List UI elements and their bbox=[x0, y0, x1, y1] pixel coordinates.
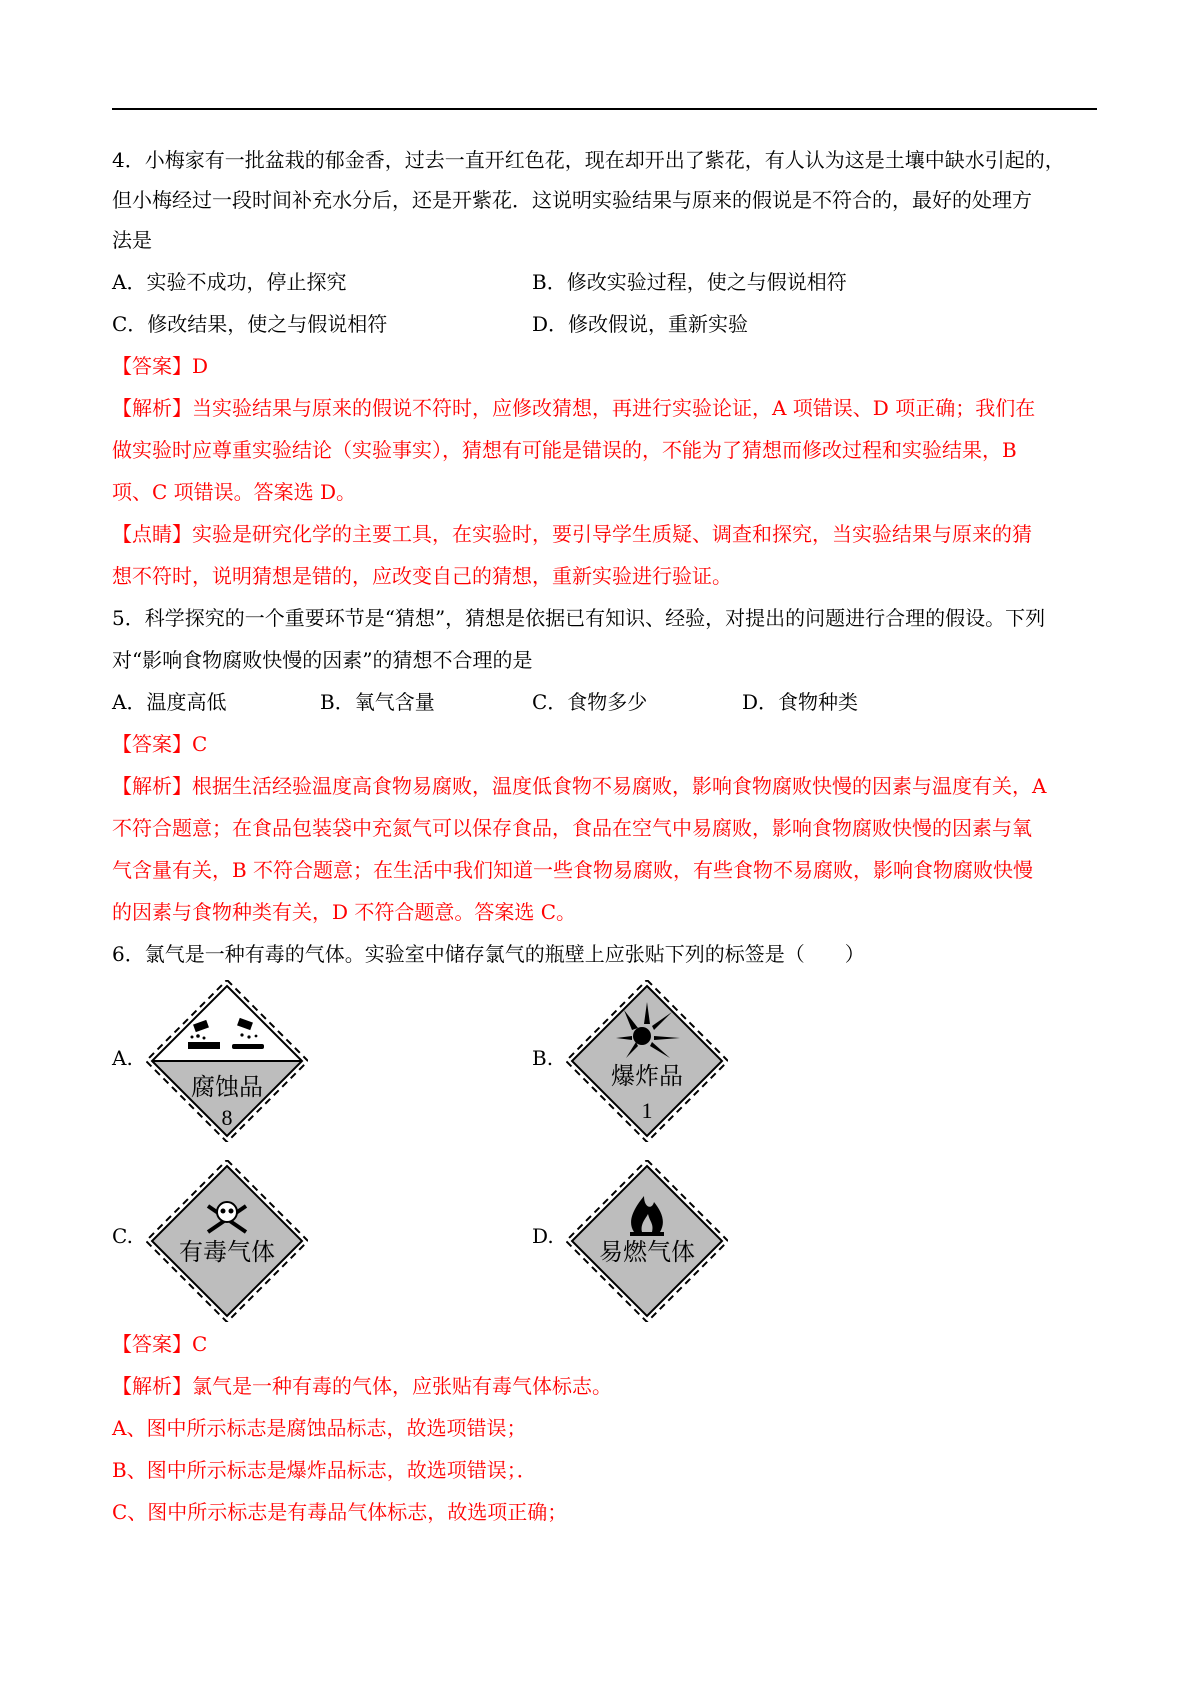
flammable-gas-sign bbox=[566, 1160, 728, 1322]
q6-sign-a-text: 腐蚀品 bbox=[191, 1075, 263, 1101]
q6-sign-a-number: 8 bbox=[221, 1105, 233, 1130]
q4-analysis-line-3: 项、C 项错误。答案选 D。 bbox=[112, 480, 357, 504]
q6-stem: 6．氯气是一种有毒的气体。实验室中储存氯气的瓶壁上应张贴下列的标签是（ ） bbox=[112, 942, 865, 966]
q4-answer-tag: 【答案】 bbox=[112, 354, 192, 378]
corrosive-sign bbox=[146, 980, 308, 1142]
header-rule bbox=[112, 108, 1097, 110]
q6-answer bbox=[112, 1330, 207, 1358]
q4-comment-line-2: 想不符时，说明猜想是错的，应改变自己的猜想，重新实验进行验证。 bbox=[112, 564, 732, 588]
q6-sign-d-text: 易燃气体 bbox=[599, 1240, 695, 1266]
q5-option-b: B．氧气含量 bbox=[320, 690, 435, 714]
q4-option-c: C．修改结果，使之与假说相符 bbox=[112, 312, 388, 336]
q4-analysis-line-1 bbox=[112, 394, 1035, 422]
q4-stem-line-1: 4．小梅家有一批盆栽的郁金香，过去一直开红色花，现在却开出了紫花，有人认为这是土壤中缺水引起的， bbox=[112, 148, 1065, 172]
q4-answer-value: D bbox=[192, 354, 209, 378]
q4-option-b: B．修改实验过程，使之与假说相符 bbox=[532, 270, 847, 294]
q5-analysis-line-3: 气含量有关，B 不符合题意；在生活中我们知道一些食物易腐败，有些食物不易腐败，影响食物腐败快慢 bbox=[112, 858, 1034, 882]
q5-stem-line-2: 对“影响食物腐败快慢的因素”的猜想不合理的是 bbox=[112, 648, 533, 672]
q4-option-a: A．实验不成功，停止探究 bbox=[112, 270, 347, 294]
q4-answer bbox=[112, 352, 208, 380]
q5-answer bbox=[112, 730, 207, 758]
q6-analysis-text-1: 氯气是一种有毒的气体，应张贴有毒气体标志。 bbox=[192, 1374, 612, 1398]
q5-answer-value: C bbox=[192, 732, 208, 756]
q4-analysis-line-2: 做实验时应尊重实验结论（实验事实），猜想有可能是错误的，不能为了猜想而修改过程和实验结果，B bbox=[112, 438, 1017, 462]
toxic-gas-sign bbox=[146, 1160, 308, 1322]
q6-answer-value: C bbox=[192, 1332, 208, 1356]
q6-sign-a-letter: A. bbox=[112, 1046, 133, 1070]
q6-analysis-tag: 【解析】 bbox=[112, 1374, 192, 1398]
q6-sign-b-number: 1 bbox=[641, 1098, 653, 1123]
explosive-sign bbox=[566, 980, 728, 1142]
q6-sign-b-letter: B. bbox=[532, 1046, 554, 1070]
q5-answer-tag: 【答案】 bbox=[112, 732, 192, 756]
q4-stem-line-2: 但小梅经过一段时间补充水分后，还是开紫花．这说明实验结果与原来的假说是不符合的，最好的处理方 bbox=[112, 188, 1032, 212]
q6-sign-d-letter: D. bbox=[532, 1224, 554, 1248]
q6-sign-b-text: 爆炸品 bbox=[611, 1064, 683, 1090]
q5-option-d: D．食物种类 bbox=[742, 690, 859, 714]
q4-analysis-text-1: 当实验结果与原来的假说不符时，应修改猜想，再进行实验论证，A 项错误、D 项正确；我们在 bbox=[192, 396, 1036, 420]
q5-analysis-text-1: 根据生活经验温度高食物易腐败，温度低食物不易腐败，影响食物腐败快慢的因素与温度有关，A bbox=[192, 774, 1047, 798]
q5-analysis-tag: 【解析】 bbox=[112, 774, 192, 798]
q5-analysis-line-4: 的因素与食物种类有关，D 不符合题意。答案选 C。 bbox=[112, 900, 577, 924]
q5-option-a: A．温度高低 bbox=[112, 690, 227, 714]
q4-comment-tag: 【点睛】 bbox=[112, 522, 192, 546]
q5-option-c: C．食物多少 bbox=[532, 690, 648, 714]
q5-analysis-line-1 bbox=[112, 772, 1046, 800]
q6-sign-c-letter: C. bbox=[112, 1224, 133, 1248]
q6-sign-c-text: 有毒气体 bbox=[179, 1240, 275, 1266]
q4-analysis-tag: 【解析】 bbox=[112, 396, 192, 420]
q6-analysis-item-c: C、图中所示标志是有毒品气体标志，故选项正确； bbox=[112, 1500, 568, 1524]
q6-analysis-line-1 bbox=[112, 1372, 612, 1400]
q4-comment-text-1: 实验是研究化学的主要工具，在实验时，要引导学生质疑、调查和探究，当实验结果与原来的猜 bbox=[192, 522, 1032, 546]
q5-stem-line-1: 5．科学探究的一个重要环节是“猜想”，猜想是依据已有知识、经验，对提出的问题进行合理的假设。下列 bbox=[112, 606, 1046, 630]
q6-answer-tag: 【答案】 bbox=[112, 1332, 192, 1356]
q6-analysis-item-b: B、图中所示标志是爆炸品标志，故选项错误；． bbox=[112, 1458, 537, 1482]
q6-analysis-item-a: A、图中所示标志是腐蚀品标志，故选项错误； bbox=[112, 1416, 527, 1440]
q4-stem-line-3: 法是 bbox=[112, 228, 152, 252]
q4-option-d: D．修改假说，重新实验 bbox=[532, 312, 749, 336]
q4-comment-line-1 bbox=[112, 520, 1032, 548]
q5-analysis-line-2: 不符合题意；在食品包装袋中充氮气可以保存食品，食品在空气中易腐败，影响食物腐败快慢的因素与氧 bbox=[112, 816, 1032, 840]
